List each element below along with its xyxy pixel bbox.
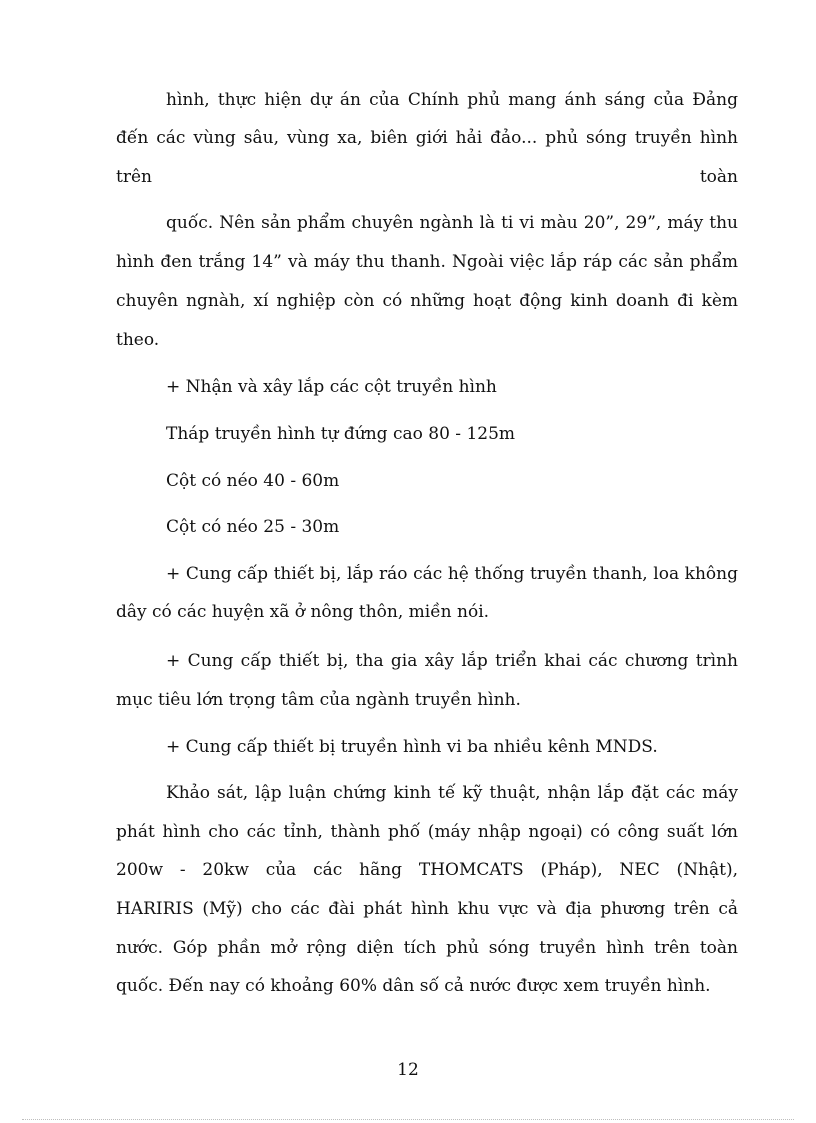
paragraph-line: hình, thực hiện dự án của Chính phủ mang ánh sáng của Đảng xyxy=(166,90,738,110)
paragraph-line: quốc. Nên sản phẩm chuyên ngành là ti vi màu 20”, 29”, máy thu xyxy=(166,213,738,233)
paragraph-line: quốc. Đến nay có khoảng 60% dân số cả nước được xem truyền hình. xyxy=(116,976,711,996)
paragraph-line: + Cung cấp thiết bị truyền hình vi ba nhiều kênh MNDS. xyxy=(166,737,658,757)
list-item: Cột có néo 40 - 60m xyxy=(166,471,340,491)
paragraph-line: theo. xyxy=(116,330,160,350)
paragraph-line: trên xyxy=(116,167,152,187)
list-item: + Nhận và xây lắp các cột truyền hình xyxy=(166,377,497,397)
paragraph-line: mục tiêu lớn trọng tâm của ngành truyền hình. xyxy=(116,690,521,710)
list-item: Cột có néo 25 - 30m xyxy=(166,517,340,537)
paragraph-line: hình đen trắng 14” và máy thu thanh. Ngoài việc lắp ráp các sản phẩm xyxy=(116,252,738,272)
paragraph-line: dây có các huyện xã ở nông thôn, miền nói. xyxy=(116,602,490,622)
paragraph-line: toàn xyxy=(699,167,738,187)
page-number: 12 xyxy=(397,1060,419,1080)
list-item: Tháp truyền hình tự đứng cao 80 - 125m xyxy=(166,424,516,444)
paragraph-line: phát hình cho các tỉnh, thành phố (máy nhập ngoại) có công suất lớn xyxy=(116,822,738,842)
paragraph-line: HARIRIS (Mỹ) cho các đài phát hình khu vực và địa phương trên cả xyxy=(116,899,738,919)
paragraph-line: + Cung cấp thiết bị, lắp ráo các hệ thống truyền thanh, loa không xyxy=(166,564,738,584)
paragraph-line: đến các vùng sâu, vùng xa, biên giới hải đảo... phủ sóng truyền hình xyxy=(116,128,738,148)
paragraph-line: nước. Góp phần mở rộng diện tích phủ sóng truyền hình trên toàn xyxy=(116,938,738,958)
footer-divider xyxy=(22,1119,794,1120)
paragraph-line: chuyên ngnàh, xí nghiệp còn có những hoạt động kinh doanh đi kèm xyxy=(116,291,738,311)
paragraph-line: + Cung cấp thiết bị, tha gia xây lắp triển khai các chương trình xyxy=(166,651,738,671)
paragraph-line: Khảo sát, lập luận chứng kinh tế kỹ thuật, nhận lắp đặt các máy xyxy=(166,783,738,803)
paragraph-line: 200w - 20kw của các hãng THOMCATS (Pháp), NEC (Nhật), xyxy=(116,860,738,880)
